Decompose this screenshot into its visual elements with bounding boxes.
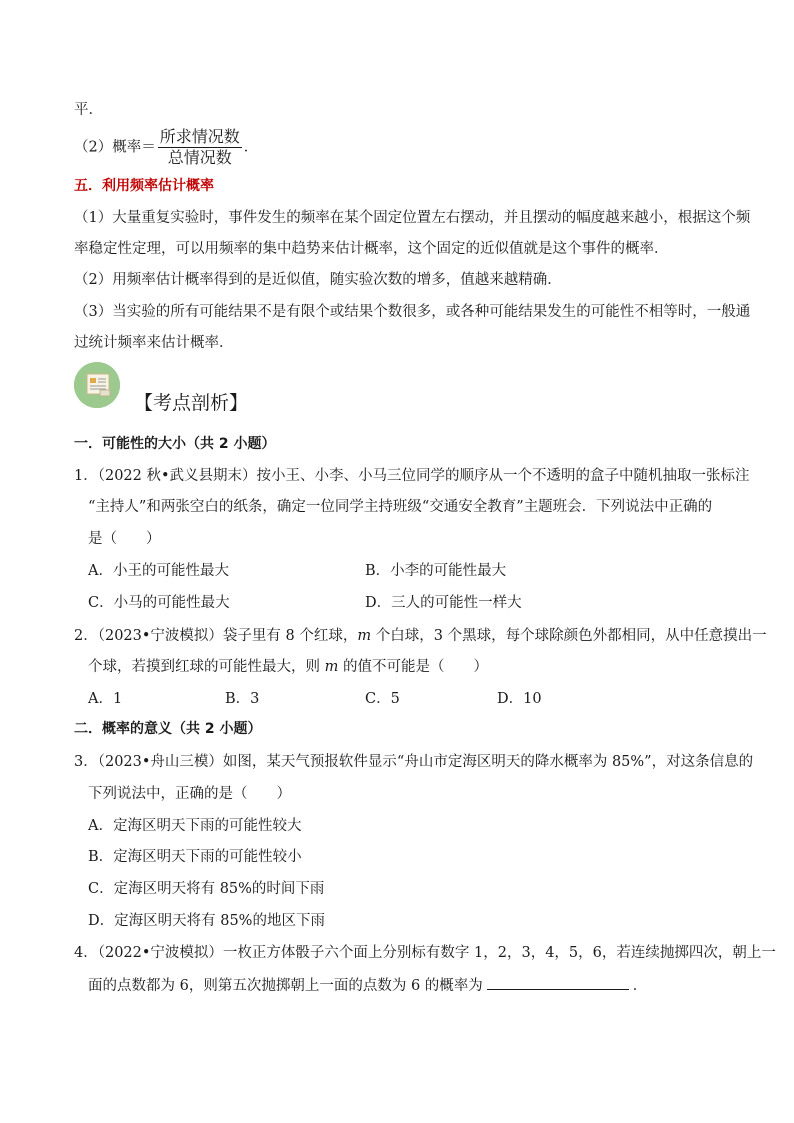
formula-suffix: ． <box>243 139 259 156</box>
section5-p3-line1: （3）当实验的所有可能结果不是有限个或结果个数很多，或各种可能结果发生的可能性不相等时，一般通 <box>74 304 751 320</box>
document-badge-icon <box>74 362 120 408</box>
answer-blank[interactable] <box>487 975 629 990</box>
section5-p2: （2）用频率估计概率得到的是近似值，随实验次数的增多，值越来越精确． <box>74 272 562 288</box>
q2-line1-a: 2．（2023•宁波模拟）袋子里有 8 个红球， <box>74 628 358 644</box>
kaodian-title: 【考点剖析】 <box>134 392 249 414</box>
q1-line3: 是（ ） <box>88 531 161 547</box>
q2-line2-a: 个球，若摸到红球的可能性最大，则 <box>88 659 325 675</box>
q3-option-b[interactable]: B．定海区明天下雨的可能性较小 <box>88 849 302 865</box>
q2-var-m: m <box>357 628 372 644</box>
q4-line2-b: ． <box>632 978 648 994</box>
q2-var-m-2: m <box>324 659 339 675</box>
q1-option-c[interactable]: C．小马的可能性最大 <box>88 595 230 611</box>
part1-title: 一．可能性的大小（共 2 小题） <box>74 436 276 452</box>
q2-option-d[interactable]: D．10 <box>497 691 542 707</box>
q3-option-d[interactable]: D．定海区明天将有 85%的地区下雨 <box>88 913 325 929</box>
q1-option-a[interactable]: A．小王的可能性最大 <box>88 563 229 579</box>
q2-option-b[interactable]: B．3 <box>225 691 260 707</box>
probability-formula <box>74 127 258 168</box>
q2-line1 <box>74 626 767 646</box>
q4-line2-a: 面的点数都为 6，则第五次抛掷朝上一面的点数为 6 的概率为 <box>88 978 483 994</box>
formula-prefix: （2）概率＝ <box>74 139 156 156</box>
q2-line2 <box>88 657 488 677</box>
q1-line1: 1．（2022 秋•武义县期末）按小王、小李、小马三位同学的顺序从一个不透明的盒子中随机抽取一张标注 <box>74 468 750 484</box>
q4-line2 <box>88 975 647 996</box>
q3-option-c[interactable]: C．定海区明天将有 85%的时间下雨 <box>88 881 325 897</box>
formula-denominator: 总情况数 <box>167 148 232 167</box>
q4-line1: 4．（2022•宁波模拟）一枚正方体骰子六个面上分别标有数字 1，2，3，4，5，6，若连续抛掷四次，朝上一 <box>74 945 776 961</box>
q2-line2-b: 的值不可能是（ ） <box>338 659 488 675</box>
section5-p1-line1: （1）大量重复实验时，事件发生的频率在某个固定位置左右摆动，并且摆动的幅度越来越小，根据这个频 <box>74 210 751 226</box>
section5-title: 五．利用频率估计概率 <box>74 178 214 194</box>
q1-option-b[interactable]: B．小李的可能性最大 <box>365 563 507 579</box>
q1-option-d[interactable]: D．三人的可能性一样大 <box>365 595 522 611</box>
q2-line1-b: 个白球，3 个黑球，每个球除颜色外都相同，从中任意摸出一 <box>371 628 767 644</box>
q2-option-c[interactable]: C．5 <box>365 691 400 707</box>
formula-numerator: 所求情况数 <box>159 127 240 146</box>
q3-line1: 3．（2023•舟山三模）如图，某天气预报软件显示“舟山市定海区明天的降水概率为 85%”，对这条信息的 <box>74 754 754 770</box>
q3-line2: 下列说法中，正确的是（ ） <box>88 786 291 802</box>
section5-p1-line2: 率稳定性定理，可以用频率的集中趋势来估计概率，这个固定的近似值就是这个事件的概率． <box>74 241 669 257</box>
part2-title: 二．概率的意义（共 2 小题） <box>74 721 262 737</box>
section5-p3-line2: 过统计频率来估计概率． <box>74 335 234 351</box>
q3-option-a[interactable]: A．定海区明天下雨的可能性较大 <box>88 818 302 834</box>
formula-fraction <box>158 127 242 168</box>
intro-line: 平． <box>74 102 103 118</box>
q1-line2: “主持人”和两张空白的纸条，确定一位同学主持班级“交通安全教育”主题班会．下列说法中正确的 <box>88 499 713 515</box>
q2-option-a[interactable]: A．1 <box>88 691 123 707</box>
